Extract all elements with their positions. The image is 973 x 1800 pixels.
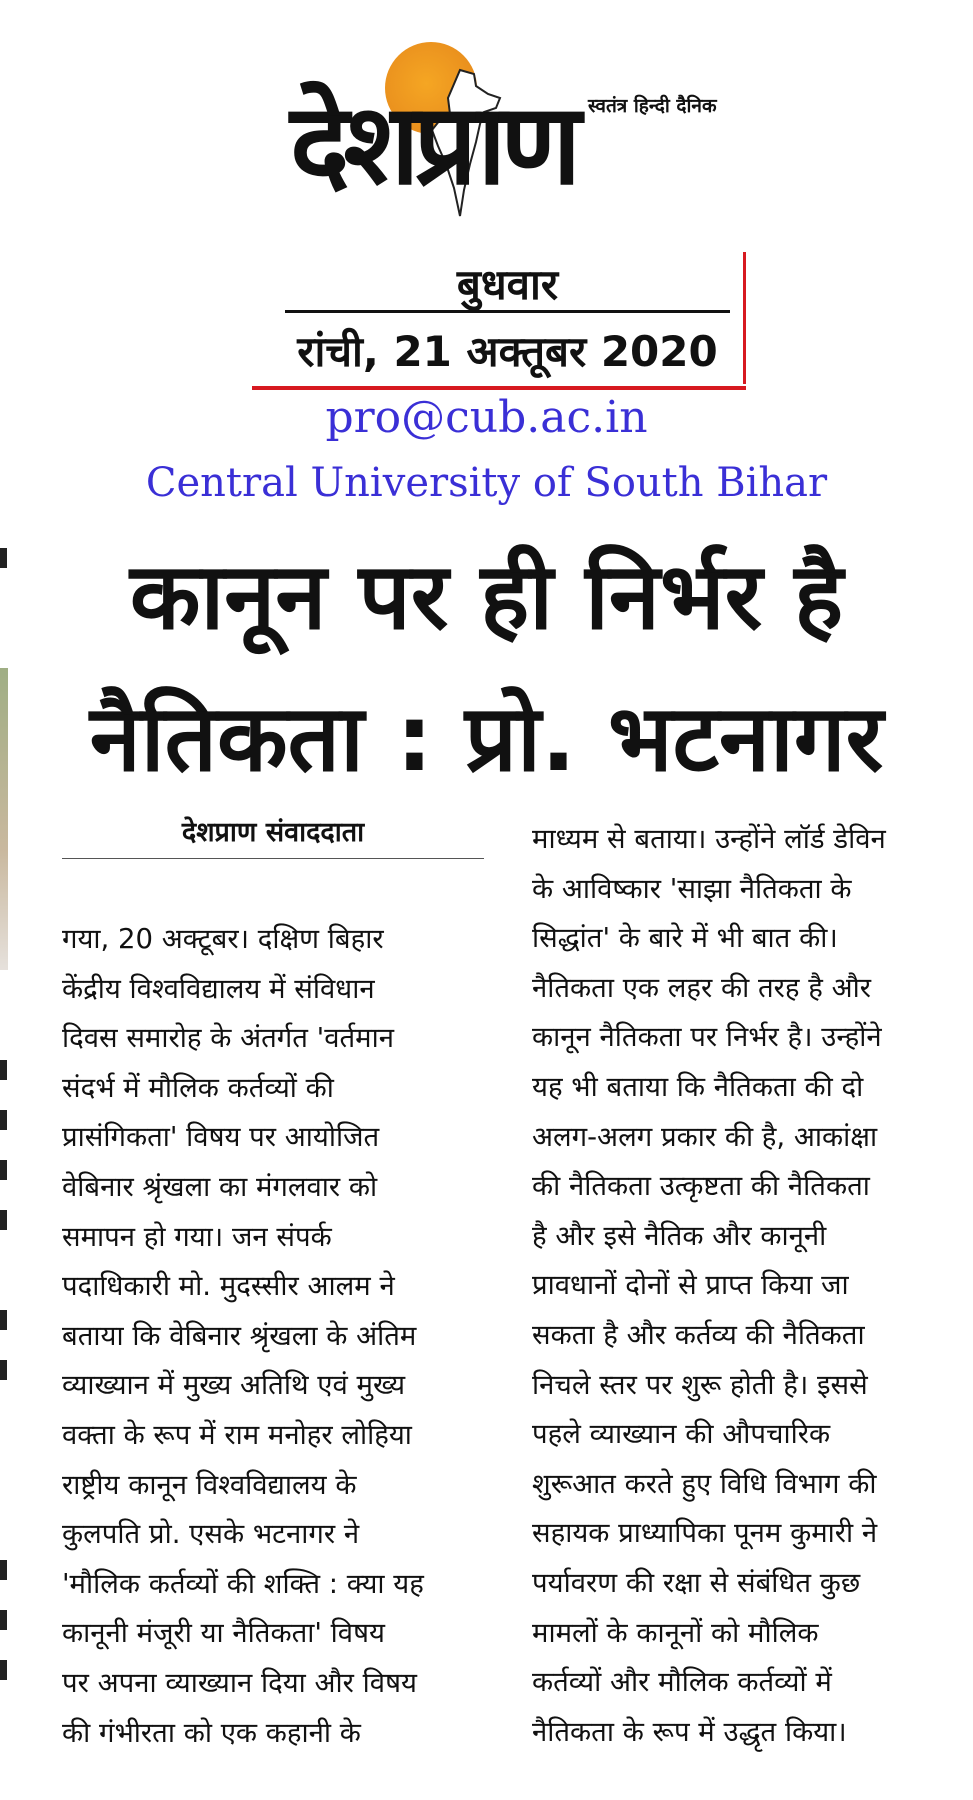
weekday-label: बुधवार: [456, 260, 559, 309]
adjacent-text-fragment: [0, 1310, 7, 1330]
text-line: पर्यावरण की रक्षा से संबंधित कुछ: [532, 1566, 861, 1599]
text-line: गया, 20 अक्टूबर। दक्षिण बिहार: [62, 923, 384, 955]
text-line: सकता है और कर्तव्य की नैतिकता: [532, 1318, 865, 1351]
adjacent-article-photo-fragment: [0, 668, 8, 970]
text-line: राष्ट्रीय कानून विश्वविद्यालय के: [62, 1468, 357, 1501]
headline-line-1: कानून पर ही निर्भर है: [129, 543, 844, 650]
dateline: रांची, 21 अक्तूबर 2020: [297, 327, 718, 376]
adjacent-text-fragment: [0, 1060, 7, 1080]
adjacent-text-fragment: [0, 548, 7, 568]
text-line: प्रावधानों दोनों से प्राप्त किया जा: [532, 1269, 849, 1302]
byline: देशप्राण संवाददाता: [181, 817, 365, 848]
newspaper-brand-logo: देशप्राण: [290, 80, 576, 210]
text-line: वक्ता के रूप में राम मनोहर लोहिया: [62, 1418, 412, 1451]
text-line: है और इसे नैतिक और कानूनी: [532, 1219, 827, 1252]
text-line: व्याख्यान में मुख्य अतिथि एवं मुख्य: [62, 1369, 406, 1402]
text-line: कानूनी मंजूरी या नैतिकता' विषय: [62, 1617, 385, 1650]
text-line: शुरूआत करते हुए विधि विभाग की: [532, 1467, 877, 1500]
text-line: संदर्भ में मौलिक कर्तव्यों की: [62, 1071, 334, 1104]
text-line: कुलपति प्रो. एसके भटनागर ने: [62, 1518, 360, 1551]
adjacent-text-fragment: [0, 1560, 7, 1580]
text-line: की नैतिकता उत्कृष्टता की नैतिकता: [532, 1170, 870, 1203]
article-column-2: [532, 815, 962, 1757]
text-line: कर्तव्यों और मौलिक कर्तव्यों में: [532, 1666, 832, 1699]
text-line: निचले स्तर पर शुरू होती है। इससे: [532, 1368, 868, 1401]
text-line: पदाधिकारी मो. मुदस्सीर आलम ने: [62, 1270, 395, 1303]
text-line: दिवस समारोह के अंतर्गत 'वर्तमान: [62, 1022, 395, 1055]
byline-divider: [62, 858, 484, 859]
date-divider: [285, 310, 730, 313]
text-line: समापन हो गया। जन संपर्क: [62, 1220, 332, 1253]
adjacent-text-fragment: [0, 1360, 7, 1380]
text-line: यह भी बताया कि नैतिकता की दो: [532, 1070, 864, 1103]
text-line: नैतिकता एक लहर की तरह है और: [532, 971, 871, 1004]
text-line: वेबिनार श्रृंखला का मंगलवार को: [62, 1170, 378, 1203]
text-line: नैतिकता के रूप में उद्धृत किया।: [532, 1715, 847, 1748]
text-line: पहले व्याख्यान की औपचारिक: [532, 1418, 831, 1451]
text-line: अलग-अलग प्रकार की है, आकांक्षा: [532, 1120, 878, 1153]
adjacent-text-fragment: [0, 1210, 7, 1230]
text-line: मामलों के कानूनों को मौलिक: [532, 1616, 819, 1649]
text-line: प्रासंगिकता' विषय पर आयोजित: [62, 1121, 380, 1154]
text-line: बताया कि वेबिनार श्रृंखला के अंतिम: [62, 1319, 417, 1352]
adjacent-text-fragment: [0, 1660, 7, 1680]
red-vertical-rule: [743, 252, 746, 384]
red-horizontal-rule: [252, 386, 746, 390]
text-line: केंद्रीय विश्वविद्यालय में संविधान: [62, 972, 375, 1005]
text-line: सिद्धांत' के बारे में भी बात की।: [532, 922, 838, 955]
text-line: माध्यम से बताया। उन्होंने लॉर्ड डेविन: [532, 823, 886, 855]
adjacent-text-fragment: [0, 1610, 7, 1630]
masthead-tagline: स्वतंत्र हिन्दी दैनिक: [588, 95, 717, 117]
text-line: सहायक प्राध्यापिका पूनम कुमारी ने: [532, 1517, 878, 1550]
text-line: की गंभीरता को एक कहानी के: [62, 1716, 361, 1749]
contact-email: pro@cub.ac.in: [325, 392, 648, 443]
text-line: के आविष्कार 'साझा नैतिकता के: [532, 872, 852, 905]
university-name: Central University of South Bihar: [145, 460, 828, 506]
text-line: पर अपना व्याख्यान दिया और विषय: [62, 1666, 417, 1699]
adjacent-text-fragment: [0, 1160, 7, 1180]
text-line: कानून नैतिकता पर निर्भर है। उन्होंने: [532, 1021, 882, 1054]
text-line: 'मौलिक कर्तव्यों की शक्ति : क्या यह: [62, 1567, 424, 1600]
article-column-1: [62, 915, 482, 1758]
headline-line-2: नैतिकता : प्रो. भटनागर: [89, 685, 884, 792]
adjacent-text-fragment: [0, 1110, 7, 1130]
